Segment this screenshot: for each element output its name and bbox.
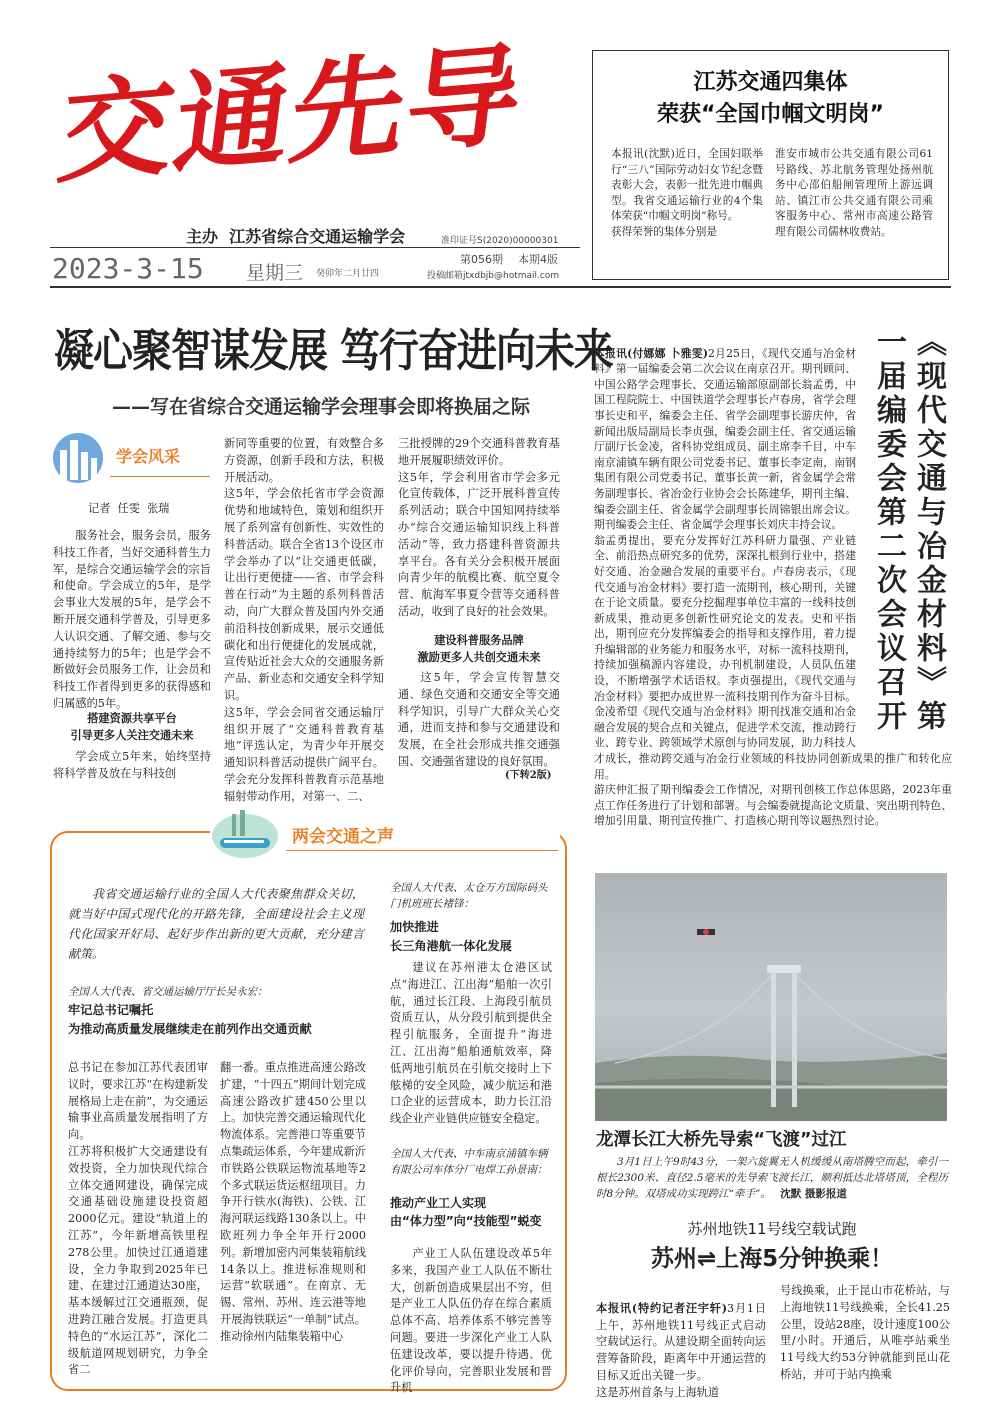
banner-rule	[286, 850, 558, 851]
metro-headline: 苏州⇌上海5分钟换乘！	[650, 1246, 894, 1272]
continued-note: (下转2版)	[505, 770, 552, 781]
top-story-title: 江苏交通四集体 荣获“全国巾帼文明岗”	[657, 70, 884, 127]
masthead-bottom-rule	[50, 286, 951, 288]
issue-number: 第056期	[460, 253, 503, 266]
metro-col1-text: 3月1日上午，苏州地铁11号线正式启动空载试运行。从建设期全面转向运营筹备阶段，距离年中开通运营的目标又近出关键一步。 这是苏州首条与上海轨道	[596, 1301, 766, 1399]
lead-headline: 凝心聚智谋发展 笃行奋进向未来	[54, 325, 613, 378]
bridge-photo	[595, 873, 947, 1121]
permit-number: 准印证号S(2020)00000301	[441, 236, 559, 246]
rep2-body-text: 建议在苏州港太仓港区试点“海进江、江出海”船舶一次引航，通过长江段、上海段引航员资质互认，从分段引航到提供全程引航服务，全面提升“海进江、江出海”船舶通航效率，降低两地引航员在引航交接时上下舷梯的安全风险，减少航运和港口企业的运营成本，助力长江沿线企业产业链供应链安全稳定。	[390, 961, 552, 1126]
rep2-headline: 加快推进 长三角港航一体化发展	[390, 920, 512, 953]
top-story-body-left: 本报讯(沈默)近日，全国妇联举行“三八”国际劳动妇女节纪念暨表彰大会，表彰一批先进巾帼典型。我省交通运输行业的4个集体荣获“巾帼文明岗”称号。 获得荣誉的集体分别是	[611, 148, 763, 238]
magazine-byline: 本报讯(付娜娜 卜雅雯)	[594, 346, 708, 360]
masthead-rule	[50, 247, 580, 248]
train-illustration-icon	[210, 806, 280, 860]
rep2-label: 全国人大代表、太仓万方国际码头门机班班长褚锋：	[390, 882, 548, 910]
logo-text: 交通先导	[51, 29, 531, 200]
title-float-spacer	[856, 330, 952, 750]
rep1-col-b	[220, 1060, 366, 1375]
lead-subheadline: ——写在省综合交通运输学会理事会即将换届之际	[112, 396, 531, 418]
city-skyline-icon	[48, 430, 108, 484]
issue-date: 2023-3-15	[52, 252, 204, 285]
rep3-body-text: 产业工人队伍建设改革5年多来，我国产业工人队伍不断壮大，创新创造成果层出不穷，但是产业工人队伍仍存在综合素质总体不高、培养体系不够完善等问题。要进一步深化产业工人队伍建设改革，要以提升待遇、优化评价导向，完善职业发展和晋升机	[390, 1247, 552, 1395]
photo-caption-body	[596, 1154, 948, 1202]
rep3-headline: 推动产业工人实现 由“体力型”向“技能型”蜕变	[390, 1196, 542, 1228]
masthead-logo	[51, 29, 531, 225]
lead-subhead-2: 建设科普服务品牌 激励更多人共创交通未来	[417, 634, 541, 664]
magazine-body	[594, 330, 952, 850]
two-sessions-intro: 我省交通运输行业的全国人大代表聚焦群众关切，就当好中国式现代化的开路先锋，全面建设社会主义现代化国家开好局、起好步作出新的更大贡献，充分建言献策。	[68, 887, 364, 961]
rep1-col-b-text: 翻一番。重点推进高速公路改扩建，“十四五”期间计划完成高速公路改扩建450公里以上。加快完善交通运输现代化物流体系。完善港口等重要节点集疏运体系，今年建成新沂市铁路公铁联运物流基地等2个多式联运货运枢纽项目。力争开行铁水(海铁)、公铁、江海河联运线路130条以上。中欧班列力争全年开行2000列。新增加密内河集装箱航线14条以上。推进标准规则和运营“软联通”。在南京、无锡、常州、苏州、连云港等地开展海铁联运“一单制”试点。推动徐州内陆集装箱中心	[220, 1061, 366, 1343]
lead-subhead-1: 搭建资源共享平台 引导更多人关注交通未来	[70, 712, 194, 742]
bridge-illustration	[595, 873, 947, 1121]
top-story-box	[592, 50, 949, 280]
lead-col1	[53, 528, 211, 710]
two-sessions-banner	[210, 806, 560, 860]
two-sessions-label: 两会交通之声	[292, 827, 394, 847]
metro-kicker: 苏州地铁11号线空载试跑	[687, 1220, 857, 1238]
rep1-headline: 牢记总书记嘱托 为推动高质量发展继续走在前列作出交通贡献	[68, 1003, 312, 1036]
badge-rule	[110, 476, 210, 477]
lunar-date: 癸卯年二月廿四	[316, 269, 380, 279]
weekday: 星期三	[246, 262, 304, 284]
rep3-label: 全国人大代表、中车南京浦镇车辆有限公司车体分厂电焊工孙景南：	[390, 1148, 548, 1176]
column-badge	[48, 430, 212, 484]
submission-email: 投稿邮箱jtxdbjb@hotmail.com	[427, 271, 560, 281]
lead-col1b-text: 学会成立5年来，始终坚持将科学普及放在与科技创	[53, 750, 211, 780]
rep2-body	[390, 960, 552, 1130]
lead-col3b	[398, 670, 560, 770]
column-badge-label: 学会风采	[116, 447, 181, 466]
magazine-vertical-title: 《现代交通与冶金材料》第一届编委会第二次会议召开	[871, 326, 946, 734]
lead-col2: 新同等重要的位置，有效整合多方资源，创新手段和方法，积极开展活动。 这5年，学会依托省市学会资源优势和地域特色，策划和组织开展了系列富有创新性、实效性的科普活动。联合全省13个设区市学会举办了以“让交通更低碳，让出行更便捷——省、市学会科普在行动”为主题的系列科普活动，向广大群众普及国内外交通前沿科技创新成果，展示交通低碳化和出行便捷化的发展成就，宣传贴近社会大众的交通服务新产品、新业态和交通安全科学知识。 这5年，学会会同省交通运输厅组织开展了“交通科普教育基地”评选认定，为青少年开展交通知识科普活动提供广阔平台。学会充分发挥科普教育示范基地辐射带动作用，对第一、二、	[224, 437, 384, 803]
lead-col1-text: 服务社会，服务会员，服务科技工作者，当好交通科普生力军，是综合交通运输学会的宗旨和使命。学会成立的5年，是学会事业大发展的5年，是学会不断开展交通科学普及，引导更多人认识交通、了解交通、参与交通持续努力的5年；也是学会不断做好会员服务工作，让会员和科技工作者得到更多的获得感和归属感的5年。	[53, 529, 211, 710]
rep1-label: 全国人大代表、省交通运输厅厅长吴永宏：	[68, 986, 268, 998]
photo-caption-title: 龙潭长江大桥先导索“飞渡”过江	[596, 1130, 847, 1150]
metro-byline: 本报讯(特约记者汪宇轩)	[596, 1300, 728, 1315]
lead-reporters: 记者 任雯 张瑞	[88, 502, 170, 515]
sponsor-line: 主办 江苏省综合交通运输学会	[186, 227, 406, 246]
lead-col1b	[53, 749, 211, 783]
lead-col3a: 三批授牌的29个交通科普教育基地开展履职绩效评价。 这5年，学会利用省市学会多元化宣传载体，广泛开展科普宣传系列活动；联合中国知网持续举办“综合交通运输知识线上科普活动”等，致力搭建科普资源共享平台。各有关分会积极开展面向青少年的航模比赛、航空夏令营、航海军事夏令营等交通科普活动，收到了良好的社会效果。	[398, 437, 560, 618]
lead-col3b-text: 这5年，学会宣传智慧交通、绿色交通和交通安全等交通科学知识，引导广大群众关心交通，进而支持和参与交通建设和发展，在全社会形成共推交通强国、交通强省建设的良好氛围。	[398, 671, 560, 768]
magazine-text: 2月25日，《现代交通与冶金材料》第一届编委会第二次会议在南京召开。期刊顾问、中国公路学会理事长、交通运输部原副部长翁孟勇，中国工程院院士、中国铁道学会理事长卢春房，省学会理事长史和平，编委会主任、省学会副理事长游庆仲，省新闻出版局副局长李贞强，编委会副主任、省交通运输厅副厅长金凌，省科协党组成员、副主席李千目，中车南京浦镇车辆有限公司党委书记、董事长李定南，南钢集团有限公司党委书记、董事长黄一新，省金属学会常务副理事长、省冶金行业协会会长陈建华，期刊主编、编委会副主任、省金属学会副理事长周锦银出席会议。期刊编委会主任、省金属学会理事长刘庆丰持会议。 翁孟勇提出，要充分发挥好江苏科研力量强、产业链全、前沿热点研究多的优势，深深扎根到行业中，搭建好交通、冶金融合发展的重要平台。卢春房表示，《现代交通与冶金材料》要打造一流期刊，核心期刊，关键在于论文质量。要充分挖掘理事单位丰富的一线科技创新成果，推动更多创新性研究论文的发表。史和平指出，期刊应充分发挥编委会的指导和支撑作用，着力提升编辑部的业务能力和服务水平，对标一流科技期刊，持续加强稿源内容建设，办刊机制建设，人员队伍建设，不断增强学术话语权。李贞强提出，《现代交通与冶金材料》要把办成世界一流科技期刊作为奋斗目标。金凌希望《现代交通与冶金材料》期刊找准交通和冶金融合发展的契合点和关键点，促进学术交流，推动跨行业、跨专业、跨领域学术原创与协同发展，助力科技人才成长，推动跨交通与冶金行业领域的科技协同创新成果的推广和转化应用。 游庆仲汇报了期刊编委会工作情况，对期刊创核工作总体思路，2023年重点工作任务进行了计划和部署。与会编委就提高论文质量、突出期刊特色、增加引用量、期刊宣传推广、打造核心期刊等议题热烈讨论。	[594, 346, 952, 828]
top-story-body-right: 淮安市城市公共交通有限公司61号路线、苏北航务管理处扬州航务中心邵伯船闸管理所上游远调站、镇江市公共交通有限公司乘客服务中心、常州市高速公路管理有限公司儒林收费站。	[775, 148, 933, 238]
photo-caption-text: 3月1日上午9时43分，一架六旋翼无人机缓缓从南塔腾空而起，牵引一根长2300米、直径2.5毫米的先导索飞渡长江，顺利抵达北塔塔顶，全程历时8分钟。双塔成功实现跨江“牵手”。	[596, 1156, 948, 1200]
rep1-col-a: 总书记在参加江苏代表团审议时，要求江苏“在构建新发展格局上走在前”，为交通运输事业高质量发展指明了方向。 江苏将积极扩大交通建设有效投资，全力加快现代综合立体交通网建设，确保完成交通基础设施建设投资超2000亿元。建设“轨道上的江苏”，今年新增高铁里程278公里。加快过江通道建设，全力争取到2025年已建、在建过江通道达30座，基本缓解过江交通瓶颈，促进跨江融合发展。打造更具特色的“水运江苏”，深化二级航道网规划研究，力争全省二	[68, 1061, 208, 1377]
metro-col1	[596, 1283, 766, 1399]
page-count: 本期4版	[518, 253, 558, 266]
photo-credit: 沈默 摄影报道	[780, 1188, 847, 1200]
metro-col2: 号线换乘，止于昆山市花桥站，与上海地铁11号线换乘，全长41.25公里，设站28座，设计速度100公里/小时。开通后，从唯亭站乘坐11号线大约53分钟就能到昆山花桥站，并可于站内换乘	[780, 1284, 950, 1381]
rep3-body	[390, 1246, 552, 1395]
